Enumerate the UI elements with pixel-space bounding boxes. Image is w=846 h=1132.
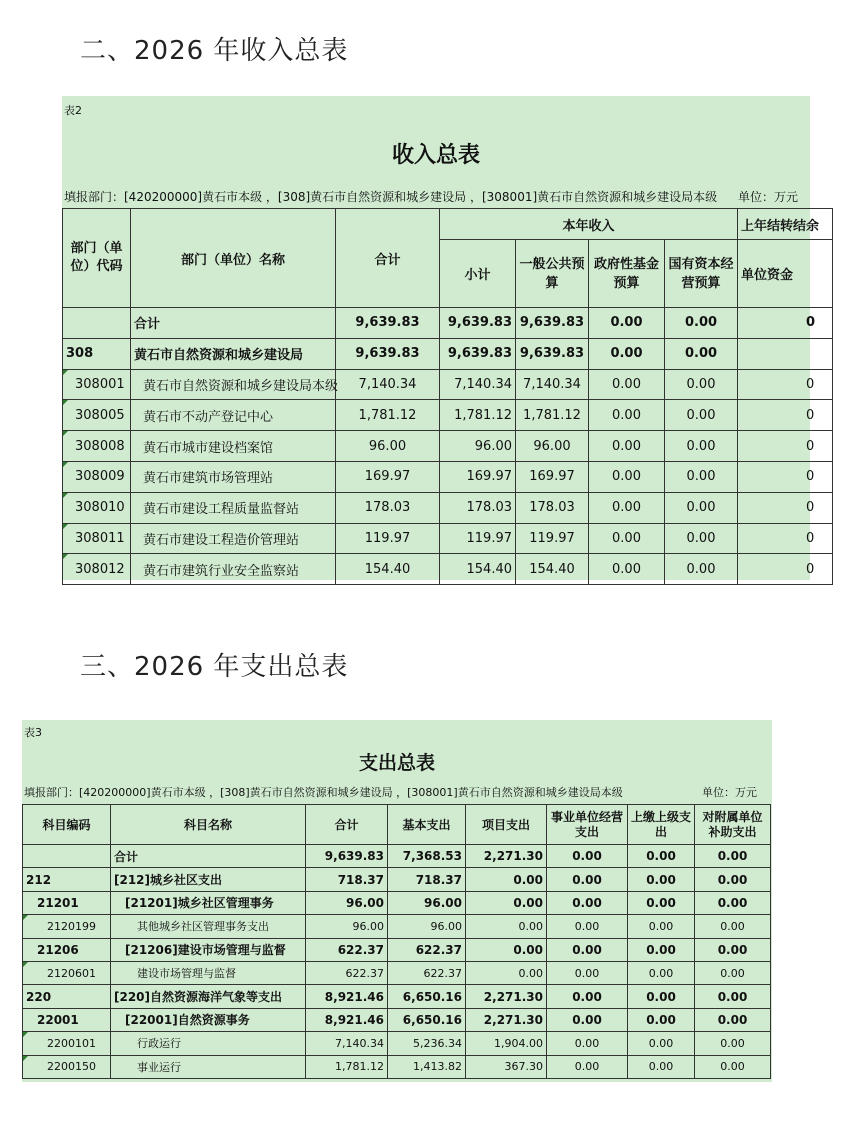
income-cell-unit-fund: 0 bbox=[738, 400, 833, 431]
expense-cell-code: 2120199 bbox=[23, 915, 111, 938]
income-cell-unit-fund: 0 bbox=[738, 431, 833, 462]
income-cell-subtotal: 119.97 bbox=[440, 523, 516, 554]
expense-cell-project: 2,271.30 bbox=[466, 845, 547, 868]
income-cell-subtotal: 169.97 bbox=[440, 461, 516, 492]
income-cell-total: 7,140.34 bbox=[336, 369, 440, 400]
expense-row bbox=[23, 1008, 771, 1031]
income-cell-unit-fund: 0 bbox=[738, 369, 833, 400]
expense-cell-total: 1,781.12 bbox=[306, 1055, 388, 1078]
expense-cell-name: [220]自然资源海洋气象等支出 bbox=[111, 985, 306, 1008]
income-row bbox=[63, 308, 833, 339]
expense-cell-code: 2200101 bbox=[23, 1032, 111, 1055]
expense-cell-subsidy: 0.00 bbox=[695, 938, 771, 961]
income-header-this-year: 本年收入 bbox=[440, 209, 738, 240]
income-row bbox=[63, 554, 833, 585]
expense-cell-subsidy: 0.00 bbox=[695, 961, 771, 984]
expense-cell-code: 21206 bbox=[23, 938, 111, 961]
income-cell-total: 96.00 bbox=[336, 431, 440, 462]
expense-cell-total: 96.00 bbox=[306, 891, 388, 914]
expense-cell-name: [22001]自然资源事务 bbox=[111, 1008, 306, 1031]
expense-cell-basic: 7,368.53 bbox=[388, 845, 466, 868]
expense-cell-name: [21206]建设市场管理与监督 bbox=[111, 938, 306, 961]
expense-cell-upper: 0.00 bbox=[628, 915, 695, 938]
expense-row bbox=[23, 868, 771, 891]
expense-row bbox=[23, 915, 771, 938]
expense-cell-basic: 96.00 bbox=[388, 891, 466, 914]
income-row bbox=[63, 431, 833, 462]
expense-cell-basic: 718.37 bbox=[388, 868, 466, 891]
income-row bbox=[63, 369, 833, 400]
income-cell-unit-fund: 0 bbox=[738, 554, 833, 585]
expense-cell-total: 7,140.34 bbox=[306, 1032, 388, 1055]
income-cell-total: 169.97 bbox=[336, 461, 440, 492]
income-header-unit-fund: 单位资金 bbox=[738, 240, 833, 308]
income-cell-code: 308001 bbox=[63, 369, 131, 400]
income-cell-gov-fund: 0.00 bbox=[589, 461, 665, 492]
income-row bbox=[63, 338, 833, 369]
expense-cell-operating: 0.00 bbox=[547, 985, 628, 1008]
income-cell-code: 308012 bbox=[63, 554, 131, 585]
income-row bbox=[63, 492, 833, 523]
income-cell-total: 9,639.83 bbox=[336, 308, 440, 339]
expense-cell-code: 2120601 bbox=[23, 961, 111, 984]
expense-cell-subsidy: 0.00 bbox=[695, 1032, 771, 1055]
income-cell-code: 308005 bbox=[63, 400, 131, 431]
expense-row bbox=[23, 985, 771, 1008]
income-cell-total: 119.97 bbox=[336, 523, 440, 554]
income-cell-name: 合计 bbox=[131, 308, 336, 339]
income-cell-code: 308010 bbox=[63, 492, 131, 523]
income-cell-subtotal: 178.03 bbox=[440, 492, 516, 523]
income-cell-state-capital: 0.00 bbox=[665, 492, 738, 523]
expense-header-operating: 事业单位经营支出 bbox=[547, 805, 628, 845]
expense-cell-operating: 0.00 bbox=[547, 891, 628, 914]
expense-header-upper: 上缴上级支出 bbox=[628, 805, 695, 845]
expense-cell-total: 718.37 bbox=[306, 868, 388, 891]
expense-cell-name: [212]城乡社区支出 bbox=[111, 868, 306, 891]
income-cell-gov-fund: 0.00 bbox=[589, 308, 665, 339]
income-cell-gov-fund: 0.00 bbox=[589, 369, 665, 400]
income-cell-subtotal: 9,639.83 bbox=[440, 338, 516, 369]
income-cell-unit-fund bbox=[738, 338, 833, 369]
expense-table bbox=[22, 804, 771, 1079]
income-header-state-capital: 国有资本经营预算 bbox=[665, 240, 738, 308]
expense-cell-basic: 1,413.82 bbox=[388, 1055, 466, 1078]
income-cell-subtotal: 1,781.12 bbox=[440, 400, 516, 431]
expense-cell-name: 合计 bbox=[111, 845, 306, 868]
income-cell-gov-fund: 0.00 bbox=[589, 338, 665, 369]
income-section-heading: 二、2026 年收入总表 bbox=[80, 36, 349, 66]
income-cell-state-capital: 0.00 bbox=[665, 523, 738, 554]
income-header-last-year: 上年结转结余 bbox=[738, 209, 833, 240]
income-cell-general: 178.03 bbox=[516, 492, 589, 523]
expense-filler-line bbox=[24, 784, 772, 800]
income-cell-gov-fund: 0.00 bbox=[589, 400, 665, 431]
expense-cell-project: 1,904.00 bbox=[466, 1032, 547, 1055]
income-header-name: 部门（单位）名称 bbox=[131, 209, 336, 308]
income-cell-name: 黄石市建筑市场管理站 bbox=[131, 461, 336, 492]
income-cell-unit-fund: 0 bbox=[738, 492, 833, 523]
income-row bbox=[63, 461, 833, 492]
expense-cell-basic: 96.00 bbox=[388, 915, 466, 938]
income-cell-general: 154.40 bbox=[516, 554, 589, 585]
income-cell-code: 308009 bbox=[63, 461, 131, 492]
expense-cell-project: 0.00 bbox=[466, 868, 547, 891]
income-cell-state-capital: 0.00 bbox=[665, 461, 738, 492]
expense-cell-upper: 0.00 bbox=[628, 868, 695, 891]
expense-cell-name: 事业运行 bbox=[111, 1055, 306, 1078]
expense-cell-upper: 0.00 bbox=[628, 845, 695, 868]
expense-row bbox=[23, 938, 771, 961]
expense-cell-code: 22001 bbox=[23, 1008, 111, 1031]
expense-cell-subsidy: 0.00 bbox=[695, 985, 771, 1008]
income-cell-general: 9,639.83 bbox=[516, 308, 589, 339]
income-cell-state-capital: 0.00 bbox=[665, 554, 738, 585]
income-cell-unit-fund: 0 bbox=[738, 523, 833, 554]
expense-cell-upper: 0.00 bbox=[628, 985, 695, 1008]
income-cell-name: 黄石市自然资源和城乡建设局 bbox=[131, 338, 336, 369]
expense-cell-total: 622.37 bbox=[306, 938, 388, 961]
expense-cell-operating: 0.00 bbox=[547, 868, 628, 891]
expense-cell-operating: 0.00 bbox=[547, 845, 628, 868]
income-cell-gov-fund: 0.00 bbox=[589, 431, 665, 462]
income-table-title: 收入总表 bbox=[391, 143, 480, 168]
expense-cell-upper: 0.00 bbox=[628, 1032, 695, 1055]
income-cell-gov-fund: 0.00 bbox=[589, 492, 665, 523]
expense-cell-basic: 622.37 bbox=[388, 961, 466, 984]
income-cell-subtotal: 7,140.34 bbox=[440, 369, 516, 400]
income-cell-unit-fund: 0 bbox=[738, 461, 833, 492]
expense-cell-code: 220 bbox=[23, 985, 111, 1008]
expense-cell-subsidy: 0.00 bbox=[695, 1008, 771, 1031]
income-cell-total: 154.40 bbox=[336, 554, 440, 585]
income-cell-name: 黄石市城市建设档案馆 bbox=[131, 431, 336, 462]
income-cell-unit-fund: 0 bbox=[738, 308, 833, 339]
expense-table-title: 支出总表 bbox=[358, 752, 435, 774]
expense-cell-name: 建设市场管理与监督 bbox=[111, 961, 306, 984]
income-cell-subtotal: 9,639.83 bbox=[440, 308, 516, 339]
expense-row bbox=[23, 845, 771, 868]
expense-cell-operating: 0.00 bbox=[547, 961, 628, 984]
expense-cell-project: 2,271.30 bbox=[466, 985, 547, 1008]
income-table-number: 表2 bbox=[64, 104, 82, 117]
income-cell-state-capital: 0.00 bbox=[665, 369, 738, 400]
expense-cell-total: 9,639.83 bbox=[306, 845, 388, 868]
income-cell-name: 黄石市不动产登记中心 bbox=[131, 400, 336, 431]
expense-cell-operating: 0.00 bbox=[547, 938, 628, 961]
expense-header-total: 合计 bbox=[306, 805, 388, 845]
expense-cell-subsidy: 0.00 bbox=[695, 891, 771, 914]
income-table bbox=[62, 208, 833, 585]
expense-cell-operating: 0.00 bbox=[547, 1032, 628, 1055]
income-header-total: 合计 bbox=[336, 209, 440, 308]
expense-row bbox=[23, 891, 771, 914]
income-cell-subtotal: 96.00 bbox=[440, 431, 516, 462]
expense-cell-upper: 0.00 bbox=[628, 938, 695, 961]
income-filler-line bbox=[64, 188, 810, 205]
income-cell-name: 黄石市建设工程质量监督站 bbox=[131, 492, 336, 523]
income-cell-code: 308 bbox=[63, 338, 131, 369]
expense-cell-subsidy: 0.00 bbox=[695, 915, 771, 938]
expense-cell-project: 0.00 bbox=[466, 938, 547, 961]
income-sheet bbox=[62, 96, 820, 580]
income-row bbox=[63, 400, 833, 431]
expense-cell-upper: 0.00 bbox=[628, 891, 695, 914]
expense-cell-code: 212 bbox=[23, 868, 111, 891]
income-cell-state-capital: 0.00 bbox=[665, 431, 738, 462]
income-row bbox=[63, 523, 833, 554]
expense-cell-project: 0.00 bbox=[466, 915, 547, 938]
income-cell-name: 黄石市自然资源和城乡建设局本级 bbox=[131, 369, 336, 400]
income-cell-name: 黄石市建设工程造价管理站 bbox=[131, 523, 336, 554]
income-unit: 单位：万元 bbox=[738, 190, 799, 204]
expense-cell-total: 8,921.46 bbox=[306, 985, 388, 1008]
expense-cell-basic: 622.37 bbox=[388, 938, 466, 961]
income-cell-general: 1,781.12 bbox=[516, 400, 589, 431]
expense-cell-project: 0.00 bbox=[466, 891, 547, 914]
income-cell-gov-fund: 0.00 bbox=[589, 523, 665, 554]
expense-cell-total: 8,921.46 bbox=[306, 1008, 388, 1031]
expense-cell-subsidy: 0.00 bbox=[695, 1055, 771, 1078]
expense-cell-operating: 0.00 bbox=[547, 1055, 628, 1078]
expense-cell-code bbox=[23, 845, 111, 868]
expense-unit: 单位：万元 bbox=[702, 786, 757, 799]
income-cell-total: 178.03 bbox=[336, 492, 440, 523]
income-cell-state-capital: 0.00 bbox=[665, 308, 738, 339]
expense-cell-project: 367.30 bbox=[466, 1055, 547, 1078]
expense-cell-upper: 0.00 bbox=[628, 1008, 695, 1031]
expense-row bbox=[23, 961, 771, 984]
expense-section-heading: 三、2026 年支出总表 bbox=[80, 652, 349, 682]
income-cell-general: 169.97 bbox=[516, 461, 589, 492]
expense-cell-basic: 6,650.16 bbox=[388, 985, 466, 1008]
expense-row bbox=[23, 1032, 771, 1055]
income-cell-general: 119.97 bbox=[516, 523, 589, 554]
income-filler: 填报部门：[420200000]黄石市本级 ，[308]黄石市自然资源和城乡建设局 ，[308001]黄石市自然资源和城乡建设局本级 bbox=[64, 190, 718, 204]
expense-cell-code: 21201 bbox=[23, 891, 111, 914]
income-header-code: 部门（单位）代码 bbox=[63, 209, 131, 308]
expense-cell-total: 622.37 bbox=[306, 961, 388, 984]
expense-cell-basic: 5,236.34 bbox=[388, 1032, 466, 1055]
income-cell-name: 黄石市建筑行业安全监察站 bbox=[131, 554, 336, 585]
expense-cell-code: 2200150 bbox=[23, 1055, 111, 1078]
income-header-subtotal: 小计 bbox=[440, 240, 516, 308]
income-cell-general: 7,140.34 bbox=[516, 369, 589, 400]
income-cell-total: 1,781.12 bbox=[336, 400, 440, 431]
expense-header-subsidy: 对附属单位补助支出 bbox=[695, 805, 771, 845]
expense-cell-upper: 0.00 bbox=[628, 961, 695, 984]
expense-cell-basic: 6,650.16 bbox=[388, 1008, 466, 1031]
expense-cell-name: [21201]城乡社区管理事务 bbox=[111, 891, 306, 914]
expense-cell-operating: 0.00 bbox=[547, 1008, 628, 1031]
expense-cell-total: 96.00 bbox=[306, 915, 388, 938]
expense-header-project: 项目支出 bbox=[466, 805, 547, 845]
expense-filler: 填报部门：[420200000]黄石市本级 ，[308]黄石市自然资源和城乡建设局 ，[308001]黄石市自然资源和城乡建设局本级 bbox=[24, 786, 623, 799]
income-cell-code: 308008 bbox=[63, 431, 131, 462]
expense-cell-name: 其他城乡社区管理事务支出 bbox=[111, 915, 306, 938]
income-cell-gov-fund: 0.00 bbox=[589, 554, 665, 585]
expense-cell-name: 行政运行 bbox=[111, 1032, 306, 1055]
income-cell-code: 308011 bbox=[63, 523, 131, 554]
income-header-general: 一般公共预算 bbox=[516, 240, 589, 308]
expense-header-code: 科目编码 bbox=[23, 805, 111, 845]
expense-cell-operating: 0.00 bbox=[547, 915, 628, 938]
expense-row bbox=[23, 1055, 771, 1078]
expense-table-number: 表3 bbox=[24, 726, 42, 739]
expense-cell-subsidy: 0.00 bbox=[695, 868, 771, 891]
income-cell-total: 9,639.83 bbox=[336, 338, 440, 369]
expense-sheet bbox=[22, 720, 772, 1082]
income-cell-state-capital: 0.00 bbox=[665, 338, 738, 369]
expense-cell-project: 2,271.30 bbox=[466, 1008, 547, 1031]
income-cell-state-capital: 0.00 bbox=[665, 400, 738, 431]
expense-header-basic: 基本支出 bbox=[388, 805, 466, 845]
expense-cell-subsidy: 0.00 bbox=[695, 845, 771, 868]
expense-cell-upper: 0.00 bbox=[628, 1055, 695, 1078]
income-cell-general: 96.00 bbox=[516, 431, 589, 462]
income-header-gov-fund: 政府性基金预算 bbox=[589, 240, 665, 308]
income-cell-subtotal: 154.40 bbox=[440, 554, 516, 585]
expense-header-name: 科目名称 bbox=[111, 805, 306, 845]
income-cell-code bbox=[63, 308, 131, 339]
income-cell-general: 9,639.83 bbox=[516, 338, 589, 369]
expense-cell-project: 0.00 bbox=[466, 961, 547, 984]
